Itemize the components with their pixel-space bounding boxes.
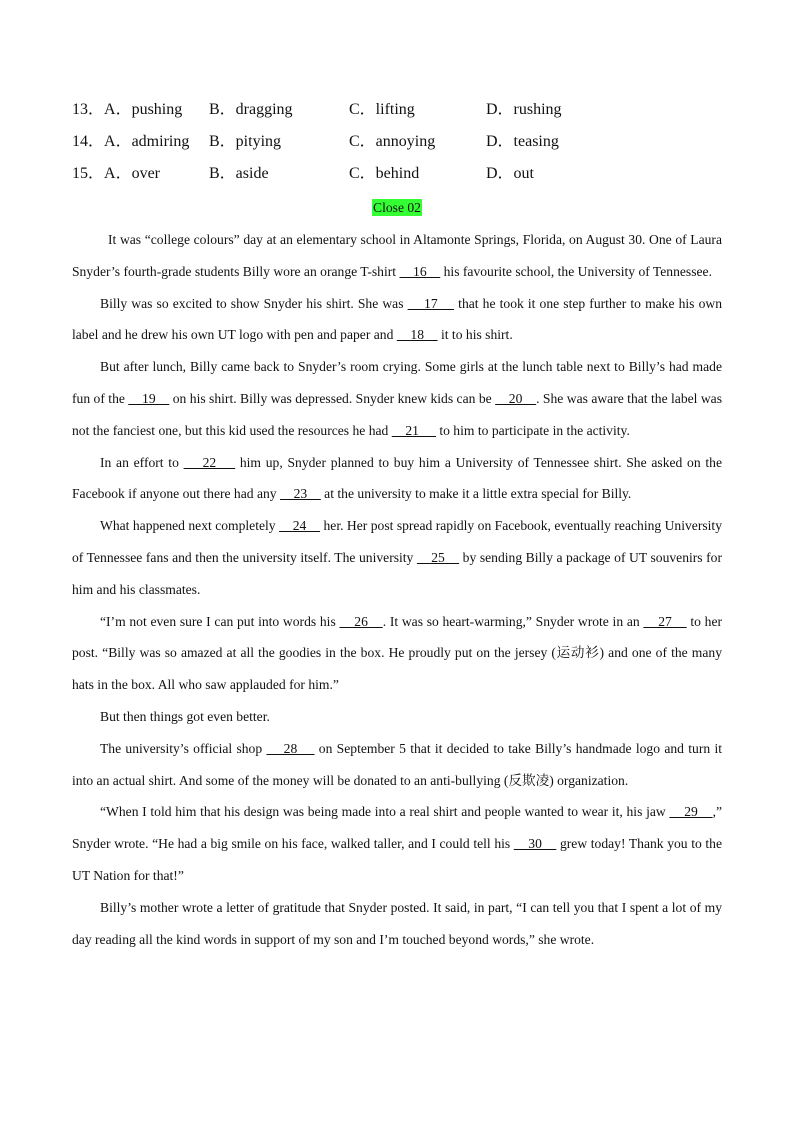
option-row-14 <box>72 128 722 160</box>
blank-18: 18 <box>396 327 438 343</box>
option-a: 13．A．pushing <box>72 101 183 118</box>
option-b: B．aside <box>209 165 269 182</box>
option-c: C．behind <box>349 165 420 182</box>
paragraph-10: Billy’s mother wrote a letter of gratitude that Snyder posted. It said, in part, “I can tell you that I spent a lot of my day reading all the kind words in support of my son and I’m touched beyond words,” she wrote. <box>72 899 722 947</box>
blank-27: 27 <box>643 613 687 629</box>
option-row-15 <box>72 160 722 192</box>
blank-30: 30 <box>513 836 557 852</box>
option-d: D．teasing <box>486 133 559 150</box>
paragraph-6: “I’m not even sure I can put into words his 26 . It was so heart-warming,” Snyder wrote in an 27 to her post. “Billy was so amazed at all the goodies in the box. He proudly put on the jersey (运动衫) and one of the many hats in the box. All who saw applauded for him.” <box>72 613 723 693</box>
blank-22: 22 <box>183 454 236 470</box>
blank-25: 25 <box>416 549 460 565</box>
paragraph-8: The university’s official shop 28 on September 5 that it decided to take Billy’s handmade logo and turn it into an actual shirt. And some of the money will be donated to an anti-bullying (反欺凌) organization. <box>72 740 723 788</box>
blank-21: 21 <box>391 422 436 438</box>
blank-29: 29 <box>669 804 713 820</box>
blank-24: 24 <box>279 518 321 534</box>
question-number: 13． <box>72 101 105 118</box>
blank-20: 20 <box>495 390 537 406</box>
option-b: B．dragging <box>209 101 293 118</box>
document-page <box>72 96 722 955</box>
paragraph-3: But after lunch, Billy came back to Snyder’s room crying. Some girls at the lunch table next to Billy’s had made fun of the 19 on his shirt. Billy was depressed. Snyder knew kids can be 20 . She was aware that the label was not the fanciest one, but this kid used the resources he had 21 to him to participate in the activity. <box>72 359 723 438</box>
option-c: C．lifting <box>349 101 415 118</box>
paragraph-1: It was “college colours” day at an elementary school in Altamonte Springs, Florida, on August 30. One of Laura Snyder’s fourth-grade students Billy wore an orange T-shirt 16 his favourite school, the University of Tennessee. <box>72 232 722 279</box>
option-c: C．annoying <box>349 133 436 150</box>
blank-17: 17 <box>407 295 455 311</box>
blank-19: 19 <box>128 390 170 406</box>
option-row-13 <box>72 96 722 128</box>
paragraph-4: In an effort to 22 him up, Snyder planned to buy him a University of Tennessee shirt. She asked on the Facebook if anyone out there had any 23 at the university to make it a little extra special for Billy. <box>72 454 722 502</box>
blank-23: 23 <box>280 486 321 502</box>
section-title: Close 02 <box>373 200 421 215</box>
paragraph-2: Billy was so excited to show Snyder his shirt. She was 17 that he took it one step further to make his own label and he drew his own UT logo with pen and paper and 18 it to his shirt. <box>72 295 722 343</box>
question-number: 14． <box>72 133 105 150</box>
option-d: D．out <box>486 165 535 182</box>
section-title-row <box>72 192 722 224</box>
blank-26: 26 <box>339 613 383 629</box>
question-number: 15． <box>72 165 105 182</box>
option-a: 15．A．over <box>72 165 161 182</box>
option-d: D．rushing <box>486 101 562 118</box>
paragraph-7: But then things got even better. <box>100 708 270 724</box>
blank-28: 28 <box>266 740 315 756</box>
paragraph-9: “When I told him that his design was being made into a real shirt and people wanted to wear it, his jaw 29 ,” Snyder wrote. “He had a big smile on his face, walked taller, and I could tell his 30 grew today! Thank you to the UT Nation for that!” <box>72 804 722 883</box>
blank-16: 16 <box>399 263 441 279</box>
paragraph-5: What happened next completely 24 her. Her post spread rapidly on Facebook, eventually reaching University of Tennessee fans and then the university itself. The university 25 by sending Billy a package of UT souvenirs for him and his classmates. <box>72 518 723 597</box>
option-a: 14．A．admiring <box>72 133 190 150</box>
option-b: B．pitying <box>209 133 282 150</box>
